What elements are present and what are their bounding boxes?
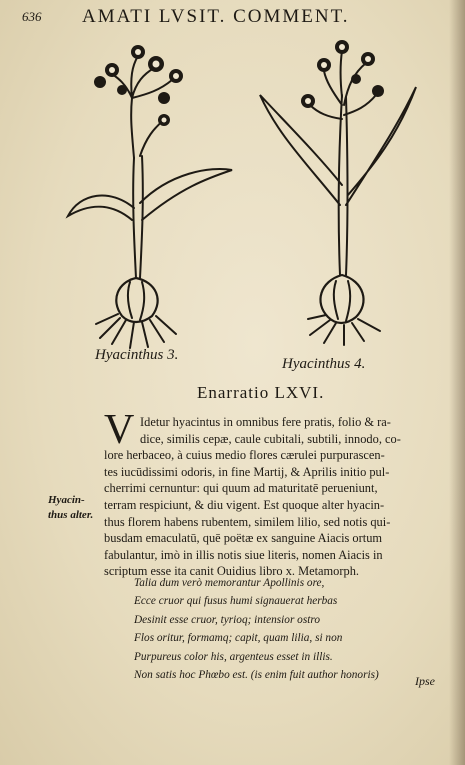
text-line: busdam emaculatū, quē poëtæ ex sanguine Aiacis ortum — [104, 531, 383, 546]
text-line: tes iucūdissimi odoris, in fine Martij, & Aprilis initio pul- — [104, 464, 390, 479]
text-line: scriptum esse ita canit Ouidius libro x. Metamorph. — [104, 564, 359, 579]
section-title: Enarratio LXVI. — [197, 383, 325, 402]
hyacinthus-4-illustration — [248, 35, 423, 350]
spine-shadow — [449, 0, 465, 765]
text-line: dice, similis cepæ, caule cubitali, subtili, innodo, co- — [140, 431, 401, 446]
hyacinthus-3-illustration — [60, 38, 250, 353]
drop-cap: V — [104, 407, 135, 453]
verse-line: Purpureus color his, argenteus esset in illis. — [134, 650, 333, 663]
margin-note-line: thus alter. — [48, 509, 94, 521]
text-line: Idetur hyacintus in omnibus fere pratis, folio & ra- — [140, 415, 391, 429]
ovid-quotation — [134, 574, 444, 684]
verse-line: Ecce cruor qui fusus humi signauerat herbas — [134, 595, 338, 608]
text-line: lore herbaceo, à cuius medio flores cærulei purpurascen- — [104, 448, 385, 463]
margin-note — [48, 493, 98, 523]
verse-line: Talia dum verò memorantur Apollinis ore, — [134, 577, 325, 589]
margin-note-line: Hyacin- — [48, 494, 85, 506]
text-line: cherrimi cernuntur: qui quum ad maturitatē perueniunt, — [104, 481, 378, 496]
verse-line: Flos oritur, formamq; capit, quam lilia, si non — [134, 632, 343, 645]
verse-line: Non satis hoc Phœbo est. (is enim fuit author honoris) — [134, 669, 379, 682]
text-line: thus florem habens rubentem, similem lilio, sed notis qui- — [104, 514, 391, 529]
figure-caption-hyacinthus-4: Hyacinthus 4. — [282, 356, 366, 372]
page-header — [22, 6, 425, 30]
verse-line: Desinit esse cruor, tyrioq; intensior ostro — [134, 613, 320, 626]
commentary-text — [104, 414, 449, 580]
text-line: fabulantur, imò in illis notis siue literis, nomen Aiacis in — [104, 547, 383, 562]
figure-caption-hyacinthus-3: Hyacinthus 3. — [95, 347, 179, 363]
page-number: 636 — [22, 9, 42, 24]
catchword: Ipse — [415, 674, 435, 688]
text-line: terram respiciunt, & diu vigent. Est quoque alter hyacin- — [104, 497, 385, 512]
running-head: AMATI LVSIT. COMMENT. — [82, 6, 350, 27]
